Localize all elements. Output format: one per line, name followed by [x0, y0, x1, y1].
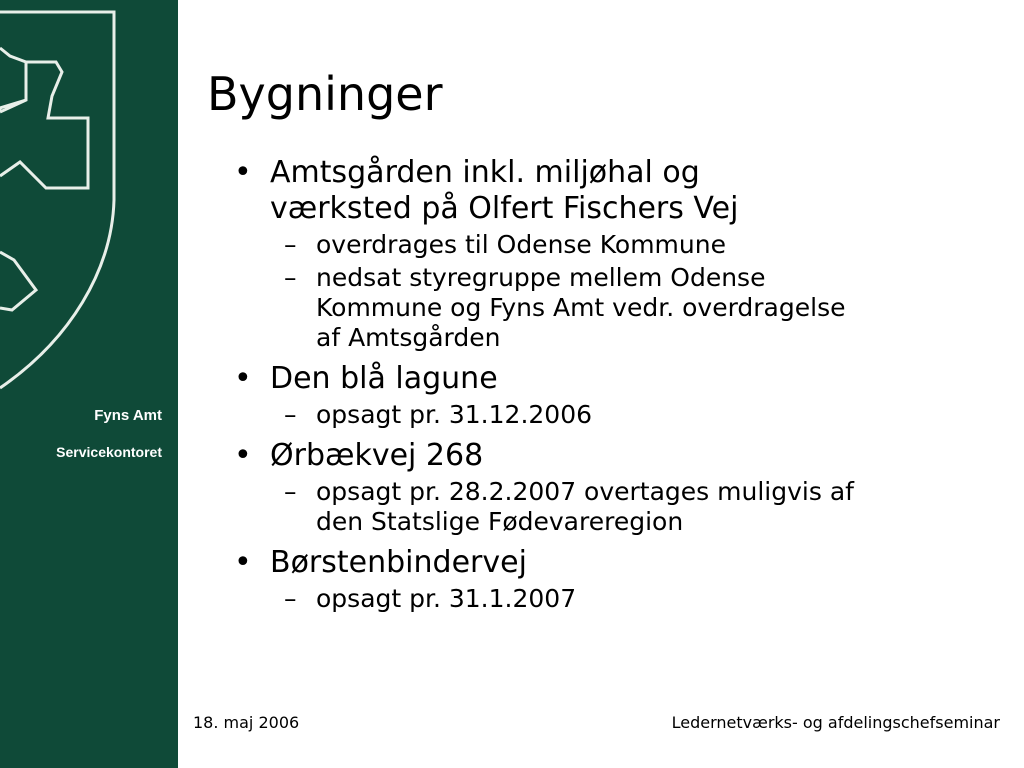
- footer-event: Ledernetværks- og afdelingschefseminar: [671, 713, 1000, 732]
- bullet-list: [234, 153, 974, 614]
- sub-bullet-marker: –: [284, 263, 297, 292]
- bullet-marker: •: [234, 155, 252, 190]
- sub-bullet-line: den Statslige Fødevareregion: [316, 507, 684, 536]
- sub-bullet-item: [234, 263, 974, 353]
- sub-bullet-item: [234, 477, 974, 537]
- bullet-item: [234, 438, 974, 474]
- sub-bullet-item: [234, 400, 974, 430]
- bullet-item: [234, 361, 974, 397]
- org-unit: Servicekontoret: [56, 444, 162, 460]
- sub-bullet-line: overdrages til Odense Kommune: [316, 230, 726, 259]
- bullet-line: værksted på Olfert Fischers Vej: [270, 191, 739, 226]
- bullet-marker: •: [234, 438, 252, 473]
- sub-bullet-marker: –: [284, 400, 297, 429]
- footer-date: 18. maj 2006: [193, 713, 300, 732]
- coat-of-arms-icon: [0, 0, 178, 400]
- sub-bullet-item: [234, 584, 974, 614]
- bullet-item: [234, 155, 974, 227]
- bullet-marker: •: [234, 545, 252, 580]
- sub-bullet-line: opsagt pr. 31.12.2006: [316, 400, 593, 429]
- bullet-line: Amtsgården inkl. miljøhal og: [270, 155, 700, 190]
- sub-bullet-line: opsagt pr. 28.2.2007 overtages muligvis af: [316, 477, 854, 506]
- sub-bullet-item: [234, 230, 974, 260]
- sidebar: [0, 0, 178, 768]
- slide-title: Bygninger: [207, 67, 443, 121]
- org-name: Fyns Amt: [94, 407, 162, 424]
- sub-bullet-line: af Amtsgården: [316, 323, 501, 352]
- bullet-line: Ørbækvej 268: [270, 438, 484, 473]
- sub-bullet-marker: –: [284, 230, 297, 259]
- bullet-line: Børstenbindervej: [270, 545, 527, 580]
- sub-bullet-marker: –: [284, 584, 297, 613]
- bullet-line: Den blå lagune: [270, 361, 498, 396]
- sub-bullet-line: Kommune og Fyns Amt vedr. overdragelse: [316, 293, 846, 322]
- sub-bullet-line: nedsat styregruppe mellem Odense: [316, 263, 766, 292]
- bullet-item: [234, 545, 974, 581]
- sub-bullet-line: opsagt pr. 31.1.2007: [316, 584, 577, 613]
- sub-bullet-marker: –: [284, 477, 297, 506]
- bullet-marker: •: [234, 361, 252, 396]
